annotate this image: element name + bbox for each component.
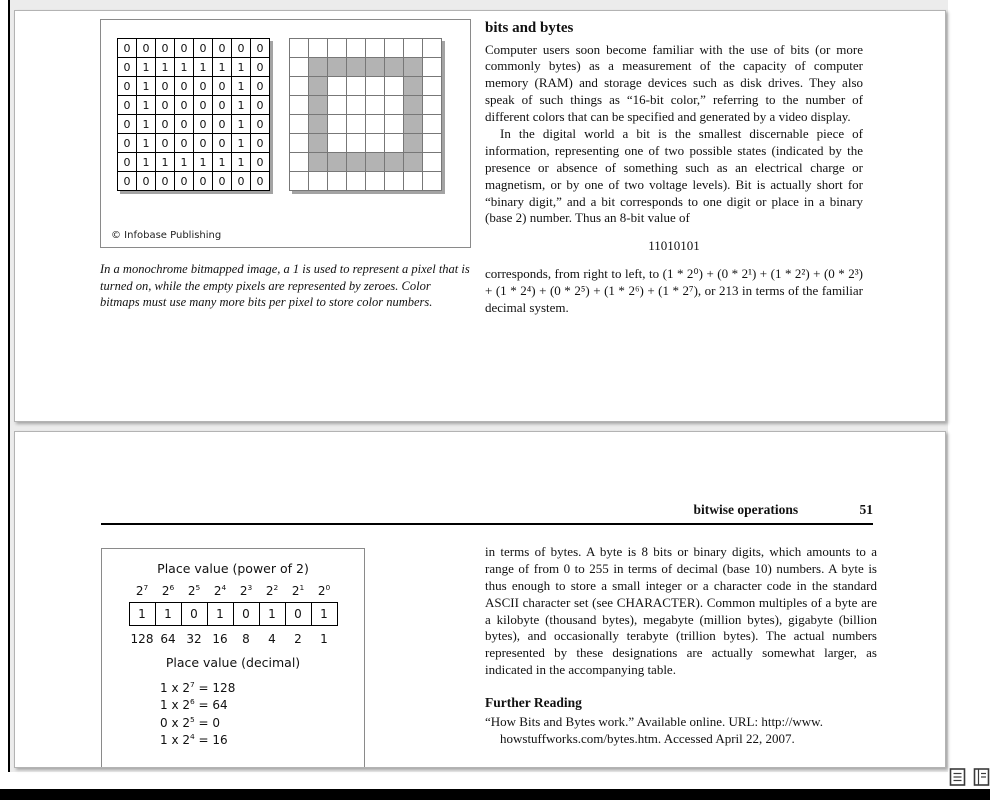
pixel-cell (385, 39, 404, 58)
pixel-cell (423, 77, 442, 96)
pixel-cell (309, 39, 328, 58)
bit-cell: 1 (213, 153, 232, 172)
bit-cell: 0 (213, 172, 232, 191)
pixel-cell (423, 115, 442, 134)
pixel-cell (366, 77, 385, 96)
equation-line: 1 x $2^6 = 64$ (160, 697, 228, 713)
bit-value-cell: 1 (312, 603, 338, 626)
pixel-cell (290, 115, 309, 134)
bit-cell: 1 (137, 96, 156, 115)
pixel-cell (366, 172, 385, 191)
exponent-cell: $2^0$ (317, 583, 331, 598)
pixel-cell (404, 153, 423, 172)
binary-value: 11010101 (648, 238, 700, 254)
figure-caption: In a monochrome bitmapped image, a 1 is used to represent a pixel that is turned on, while the empty pixels are represented by zeroes. Color bitmaps must use many more bits per pixel to store color numbers. (100, 262, 470, 310)
article-paragraph: in terms of bytes. A byte is 8 bits or binary digits, which amounts to a range of from 0 to 255 in terms of decimal (base 10) numbers. A byte is thus enough to store a small integer or a character code in the standard ASCII character set (see CHARACTER). Common multiples of a byte are a kilobyte (thousand bytes), megabyte (million bytes), gigabyte (billion bytes), and occasionally terabyte (trillion bytes). The actual numbers represented by these designations are actually somewhat larger, as indicated in the accompanying table. (485, 544, 877, 678)
bit-cell: 1 (137, 77, 156, 96)
bit-cell: 0 (175, 172, 194, 191)
pixel-cell (290, 96, 309, 115)
pixel-cell (290, 39, 309, 58)
pixel-cell (347, 115, 366, 134)
pixel-cell (290, 153, 309, 172)
pixel-cell (347, 39, 366, 58)
bit-cell: 0 (118, 39, 137, 58)
pixel-cell (347, 153, 366, 172)
pixel-cell (423, 153, 442, 172)
pixel-cell (404, 96, 423, 115)
pixel-cell (423, 172, 442, 191)
bit-cell: 1 (156, 58, 175, 77)
figure-credit: © Infobase Publishing (111, 230, 222, 241)
bit-cell: 1 (232, 58, 251, 77)
pixel-cell (290, 172, 309, 191)
pixel-cell (404, 115, 423, 134)
article-column (485, 544, 877, 747)
pixel-cell (404, 172, 423, 191)
exponent-row (129, 582, 337, 600)
decimal-value-cell: 16 (212, 632, 228, 646)
exponent-cell: $2^1$ (291, 583, 305, 598)
article-paragraph: corresponds, from right to left, to (1 * 2⁰) + (0 * 2¹) + (1 * 2²) + (0 * 2³) + (1 * 2⁴) + (0 * 2⁵) + (1 * 2⁶) + (1 * 2⁷), or 213 in terms of the familiar decimal system. (485, 266, 863, 315)
running-head-rule (101, 523, 873, 525)
exponent-cell: $2^3$ (239, 583, 253, 598)
pixel-cell (290, 134, 309, 153)
bit-cell: 0 (213, 39, 232, 58)
bit-cell: 0 (251, 96, 270, 115)
page-number: 51 (859, 502, 873, 517)
bit-cell: 1 (232, 153, 251, 172)
notes-icon[interactable] (949, 768, 967, 786)
bit-cell: 0 (175, 134, 194, 153)
bit-cell: 1 (194, 153, 213, 172)
bit-cell: 0 (156, 172, 175, 191)
bit-cell: 0 (156, 96, 175, 115)
place-value-figure (101, 548, 365, 768)
bit-cell: 1 (232, 134, 251, 153)
bit-cell: 0 (137, 39, 156, 58)
exponent-cell: $2^7$ (135, 583, 149, 598)
pixel-cell (309, 153, 328, 172)
bit-cell: 0 (213, 115, 232, 134)
bit-grid (117, 38, 270, 191)
bit-cell: 1 (232, 77, 251, 96)
bit-cell: 0 (175, 77, 194, 96)
equation-line: 1 x $2^7 = 128$ (160, 680, 236, 695)
bit-cell: 0 (213, 134, 232, 153)
pixel-cell (423, 96, 442, 115)
pixel-cell (347, 172, 366, 191)
further-reading-heading: Further Reading (485, 695, 582, 711)
pixel-grid (289, 38, 442, 191)
bit-cell: 0 (251, 134, 270, 153)
bit-cell: 0 (118, 172, 137, 191)
bit-cell: 0 (118, 115, 137, 134)
bit-cell: 0 (175, 96, 194, 115)
bit-cell: 0 (251, 77, 270, 96)
pixel-cell (404, 134, 423, 153)
pixel-cell (366, 96, 385, 115)
bit-cell: 1 (232, 96, 251, 115)
pixel-cell (366, 134, 385, 153)
figure-subtitle: Place value (decimal) (165, 655, 301, 670)
pixel-cell (309, 172, 328, 191)
bit-cell: 0 (251, 115, 270, 134)
pixel-cell (328, 115, 347, 134)
decimal-value-cell: 128 (130, 632, 154, 646)
pixel-cell (328, 153, 347, 172)
bit-cell: 1 (213, 58, 232, 77)
pixel-cell (328, 134, 347, 153)
pixel-cell (309, 58, 328, 77)
bit-cell: 0 (156, 134, 175, 153)
exponent-cell: $2^6$ (161, 583, 175, 598)
bit-value-cell: 1 (130, 603, 156, 626)
bit-cell: 0 (251, 58, 270, 77)
bit-cell: 0 (118, 153, 137, 172)
bit-cell: 1 (194, 58, 213, 77)
pixel-cell (290, 58, 309, 77)
exponent-cell: $2^4$ (213, 583, 227, 598)
bit-cell: 0 (194, 115, 213, 134)
bit-cell: 0 (137, 172, 156, 191)
bit-value-cell: 0 (286, 603, 312, 626)
pixel-cell (328, 77, 347, 96)
bit-cell: 1 (137, 58, 156, 77)
pixel-cell (347, 58, 366, 77)
pixel-cell (347, 77, 366, 96)
decimal-row (129, 630, 337, 648)
pixel-cell (328, 39, 347, 58)
bit-value-cell: 0 (182, 603, 208, 626)
pixel-cell (290, 77, 309, 96)
pixel-cell (404, 77, 423, 96)
article-heading: bits and bytes (485, 20, 574, 36)
equation-line: 0 x $2^5 = 0$ (160, 714, 221, 730)
pixel-cell (328, 96, 347, 115)
article-column (485, 19, 863, 317)
bit-cell: 1 (175, 153, 194, 172)
pixel-cell (423, 39, 442, 58)
bit-cell: 0 (175, 115, 194, 134)
bit-cell: 1 (156, 153, 175, 172)
bit-cell: 0 (194, 96, 213, 115)
pixel-cell (385, 115, 404, 134)
decimal-value-cell: 1 (320, 632, 328, 646)
pixel-cell (309, 77, 328, 96)
decimal-value-cell: 64 (160, 632, 176, 646)
bit-cell: 1 (175, 58, 194, 77)
pixel-cell (385, 134, 404, 153)
article-paragraph: Computer users soon become familiar with the use of bits (or more commonly bytes) as a measurement of the capacity of computer memory (RAM) and storage devices such as disk drives. They also speak of such things as “16-bit color,” referring to the number of different colors that can be specified and generated by a video display. (485, 41, 863, 125)
bit-cell: 0 (251, 39, 270, 58)
pixel-cell (385, 96, 404, 115)
bit-cell: 0 (175, 39, 194, 58)
page-1 (14, 10, 946, 422)
bit-cell: 0 (194, 39, 213, 58)
bit-cell: 0 (156, 77, 175, 96)
running-head-title: bitwise operations (693, 502, 799, 517)
page-2 (14, 431, 946, 768)
pixel-cell (328, 58, 347, 77)
bit-cell: 0 (232, 172, 251, 191)
bit-cell: 0 (232, 39, 251, 58)
equation-line: 1 x $2^4 = 16$ (160, 732, 228, 748)
pixel-cell (423, 58, 442, 77)
pixel-cell (366, 39, 385, 58)
bit-cell: 0 (118, 96, 137, 115)
bit-cell: 0 (156, 115, 175, 134)
bit-cell: 0 (118, 134, 137, 153)
pixel-cell (385, 77, 404, 96)
pixel-cell (385, 172, 404, 191)
bit-cell: 0 (156, 39, 175, 58)
bit-cell: 1 (137, 153, 156, 172)
bit-cell: 0 (251, 172, 270, 191)
pixel-cell (404, 39, 423, 58)
taskbar[interactable] (0, 789, 990, 800)
pixel-cell (347, 134, 366, 153)
figure-title: Place value (power of 2) (157, 561, 309, 576)
bit-cell: 1 (137, 115, 156, 134)
pixel-cell (309, 96, 328, 115)
running-head (101, 502, 873, 518)
article-paragraph: In the digital world a bit is the smallest discernable piece of information, representing one of two possible states (indicated by the presence or absence of something such as an electrical charge or magnetism, or by one of two voltage levels). Bit is actually short for “binary digit,” and a bit corresponds to one digit or place in a binary (base 2) number. Thus an 8-bit value of (485, 125, 863, 226)
pixel-cell (366, 153, 385, 172)
pixel-cell (366, 58, 385, 77)
bitmap-figure (100, 19, 471, 248)
pixel-cell (385, 58, 404, 77)
bit-row (129, 602, 338, 626)
bit-cell: 0 (213, 77, 232, 96)
pixel-cell (404, 58, 423, 77)
exponent-cell: $2^5$ (187, 583, 201, 598)
pixel-cell (366, 115, 385, 134)
bit-cell: 1 (137, 134, 156, 153)
reference-entry: “How Bits and Bytes work.” Available online. URL: http://www. howstuffworks.com/bytes.htm. Accessed April 22, 2007. (485, 713, 823, 746)
exponent-cell: $2^2$ (265, 583, 279, 598)
bit-value-cell: 1 (208, 603, 234, 626)
decimal-value-cell: 8 (242, 632, 250, 646)
pixel-cell (385, 153, 404, 172)
decimal-value-cell: 2 (294, 632, 302, 646)
bit-cell: 0 (251, 153, 270, 172)
bit-cell: 0 (194, 134, 213, 153)
decimal-value-cell: 4 (268, 632, 276, 646)
equations (160, 680, 235, 750)
bit-cell: 1 (232, 115, 251, 134)
decimal-value-cell: 32 (186, 632, 202, 646)
bit-value-cell: 1 (260, 603, 286, 626)
bit-value-cell: 0 (234, 603, 260, 626)
bit-cell: 0 (194, 172, 213, 191)
pixel-cell (423, 134, 442, 153)
pixel-cell (309, 115, 328, 134)
pixel-cell (309, 134, 328, 153)
pixel-cell (347, 96, 366, 115)
document-panel-icon[interactable] (973, 768, 990, 786)
pixel-cell (328, 172, 347, 191)
bit-value-cell: 1 (156, 603, 182, 626)
bit-cell: 0 (213, 96, 232, 115)
bit-cell: 0 (118, 58, 137, 77)
bit-cell: 0 (194, 77, 213, 96)
bit-cell: 0 (118, 77, 137, 96)
